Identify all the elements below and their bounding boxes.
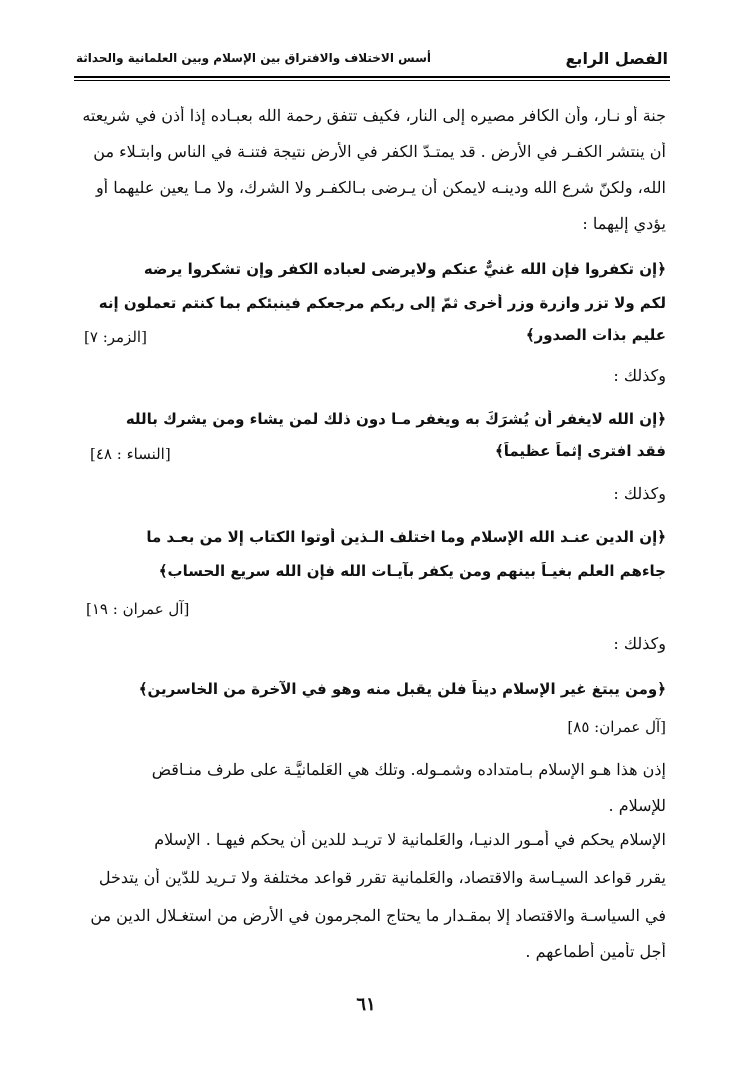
text-line: يؤدي إليهما : <box>582 214 666 233</box>
chapter-title: الفصل الرابع <box>565 48 668 68</box>
transition-text: وكذلك : <box>613 484 666 503</box>
quran-verse-line: عليم بذات الصدور﴾ <box>525 326 666 344</box>
page-number: ٦١ <box>356 994 376 1015</box>
text-line: جنة أو نـار، وأن الكافر مصيره إلى النار، فكيف تتفق رحمة الله بعبـاده إذا أذن في شريعته <box>82 106 666 125</box>
running-header <box>76 44 668 72</box>
text-line: إذن هذا هـو الإسلام بـامتداده وشمـوله. وتلك هي العَلمانيَّـة على طرف منـاقض <box>151 760 666 779</box>
verse-reference: [الزمر: ٧] <box>84 328 147 346</box>
quran-verse-line: جاءهم العلم بغيـاً بينهم ومن يكفر بآيـات الله فإن الله سريع الحساب﴾ <box>158 562 666 580</box>
quran-verse-line: ﴿ومن يبتغ غير الإسلام ديناً فلن يقبل منه وهو في الآخرة من الخاسرين﴾ <box>138 680 666 698</box>
text-line: أجل تأمين أطماعهم . <box>525 942 666 961</box>
quran-verse-line: لكم ولا تزر وازرة وزر أخرى ثمّ إلى ربكم مرجعكم فينبئكم بما كنتم تعملون إنه <box>98 294 666 312</box>
text-line: أن ينتشر الكفـر في الأرض . قد يمتـدّ الكفر في الأرض نتيجة فتنـة في الناس وابتـلاء من <box>93 142 666 161</box>
header-rule-thin <box>74 80 670 81</box>
text-line: في السياسـة والاقتصاد إلا بمقـدار ما يحتاج المجرمون في الأرض من استغـلال الدين من <box>90 906 666 925</box>
transition-text: وكذلك : <box>613 634 666 653</box>
text-line: للإسلام . <box>608 796 666 815</box>
text-line: الله، ولكنّ شرع الله ودينـه لايمكن أن يـرضى بـالكفـر ولا الشرك، ولا مـا يعين عليهما أو <box>95 178 666 197</box>
verse-reference: [النساء : ٤٨] <box>90 445 171 463</box>
quran-verse-line: ﴿إن الدين عنـد الله الإسلام وما اختلف الـذين أوتوا الكتاب إلا من بعـد ما <box>146 528 666 546</box>
quran-verse-line: ﴿إن تكفروا فإن الله غنيٌّ عنكم ولايرضى لعباده الكفر وإن تشكروا يرضه <box>143 260 666 278</box>
transition-text: وكذلك : <box>613 366 666 385</box>
book-title: أسس الاختلاف والافتراق بين الإسلام وبين العلمانية والحداثة <box>76 51 432 65</box>
verse-reference: [آل عمران : ١٩] <box>86 600 190 618</box>
text-line: يقرر قواعد السيـاسة والاقتصاد، والعَلمانية تقرر قواعد مختلفة ولا تـريد للدّين أن يتدخل <box>98 868 666 887</box>
verse-reference: [آل عمران: ٨٥] <box>567 718 666 736</box>
quran-verse-line: ﴿إن الله لايغفر أن يُشرَكَ به ويغفر مـا دون ذلك لمن يشاء ومن يشرك بالله <box>125 410 666 428</box>
text-line: الإسلام يحكم في أمـور الدنيـا، والعَلمانية لا تريـد للدين أن يحكم فيهـا . الإسلام <box>154 830 666 849</box>
quran-verse-line: فقد افترى إثماً عظيماً﴾ <box>494 442 666 460</box>
header-rule <box>74 76 670 78</box>
